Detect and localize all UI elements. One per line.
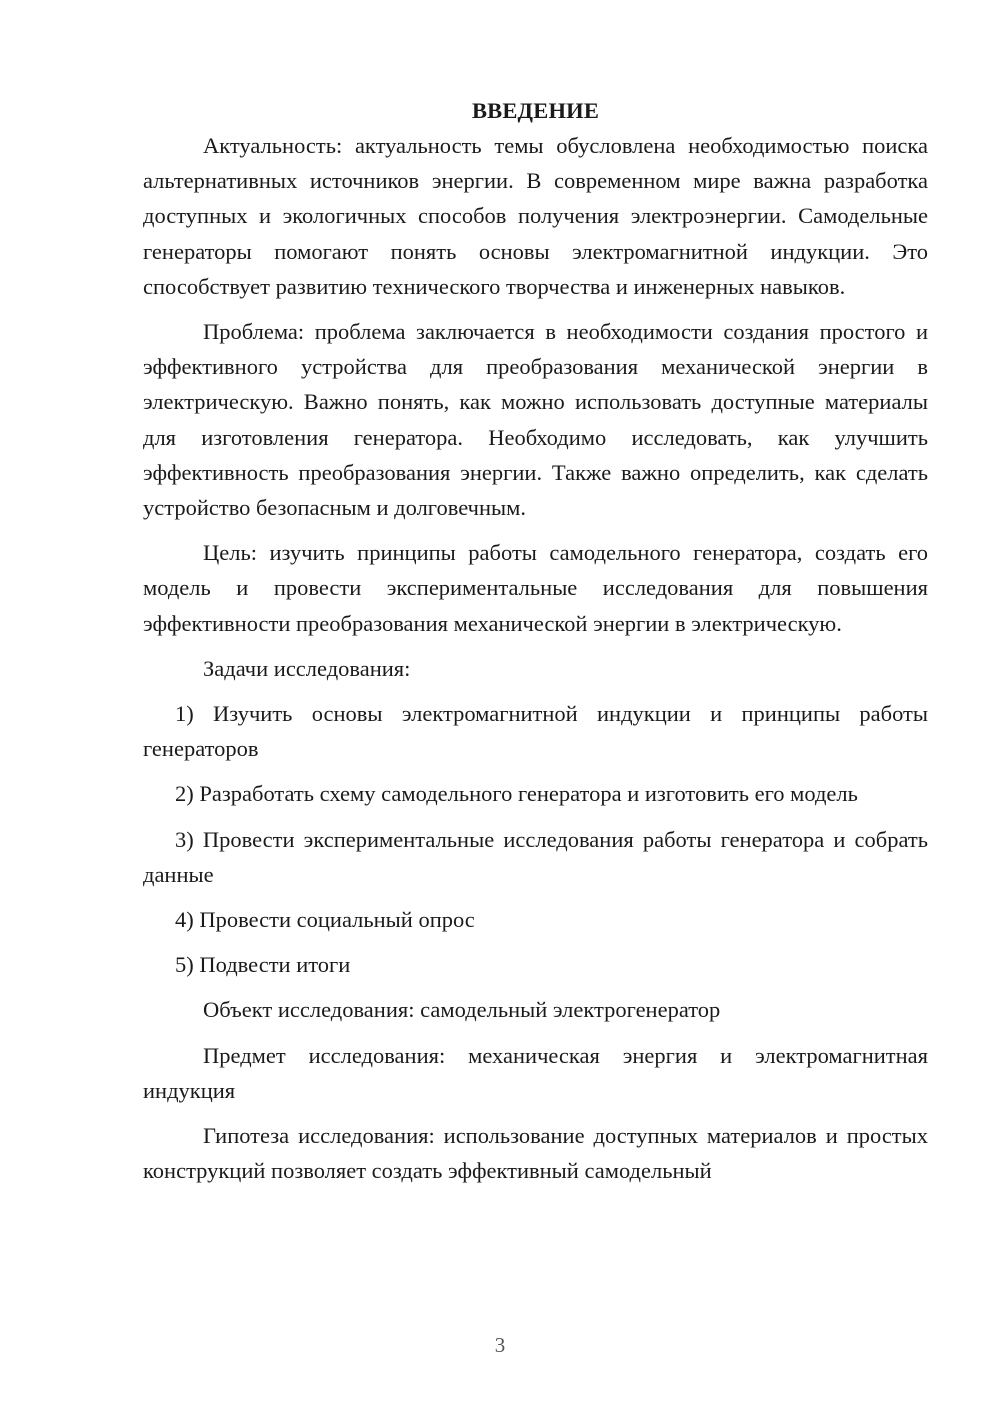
- tasks-heading: Задачи исследования:: [203, 655, 411, 681]
- task-item-1: 1) Изучить основы электромагнитной индукции и принципы работы генераторов: [143, 701, 928, 762]
- object-paragraph: Объект исследования: самодельный электрогенератор: [203, 997, 721, 1023]
- task-item-5: 5) Подвести итоги: [175, 952, 351, 978]
- problem-paragraph: Проблема: проблема заключается в необходимости создания простого и эффективного устройства для преобразования механической энергии в электрическую. Важно понять, как можно использовать доступные материалы для изготовления генератора. Необходимо исследовать, как улучшить эффективность преобразования энергии. Также важно определить, как сделать устройство безопасным и долговечным.: [143, 319, 928, 521]
- section-title: ВВЕДЕНИЕ: [471, 98, 600, 123]
- task-item-4: 4) Провести социальный опрос: [175, 907, 475, 933]
- page-number: 3: [494, 1333, 506, 1357]
- document-page: [143, 93, 928, 1323]
- goal-paragraph: Цель: изучить принципы работы самодельного генератора, создать его модель и провести экспериментальные исследования для повышения эффективности преобразования механической энергии в электрическую.: [143, 540, 928, 636]
- hypothesis-paragraph: Гипотеза исследования: использование доступных материалов и простых конструкций позволяет создать эффективный самодельный: [143, 1123, 928, 1184]
- subject-paragraph: Предмет исследования: механическая энергия и электромагнитная индукция: [143, 1042, 928, 1103]
- relevance-paragraph: Актуальность: актуальность темы обусловлена необходимостью поиска альтернативных источников энергии. В современном мире важна разработка доступных и экологичных способов получения электроэнергии. Самодельные генераторы помогают понять основы электромагнитной индукции. Это способствует развитию технического творчества и инженерных навыков.: [143, 133, 928, 299]
- task-item-2: 2) Разработать схему самодельного генератора и изготовить его модель: [175, 781, 858, 807]
- task-item-3: 3) Провести экспериментальные исследования работы генератора и собрать данные: [143, 826, 928, 887]
